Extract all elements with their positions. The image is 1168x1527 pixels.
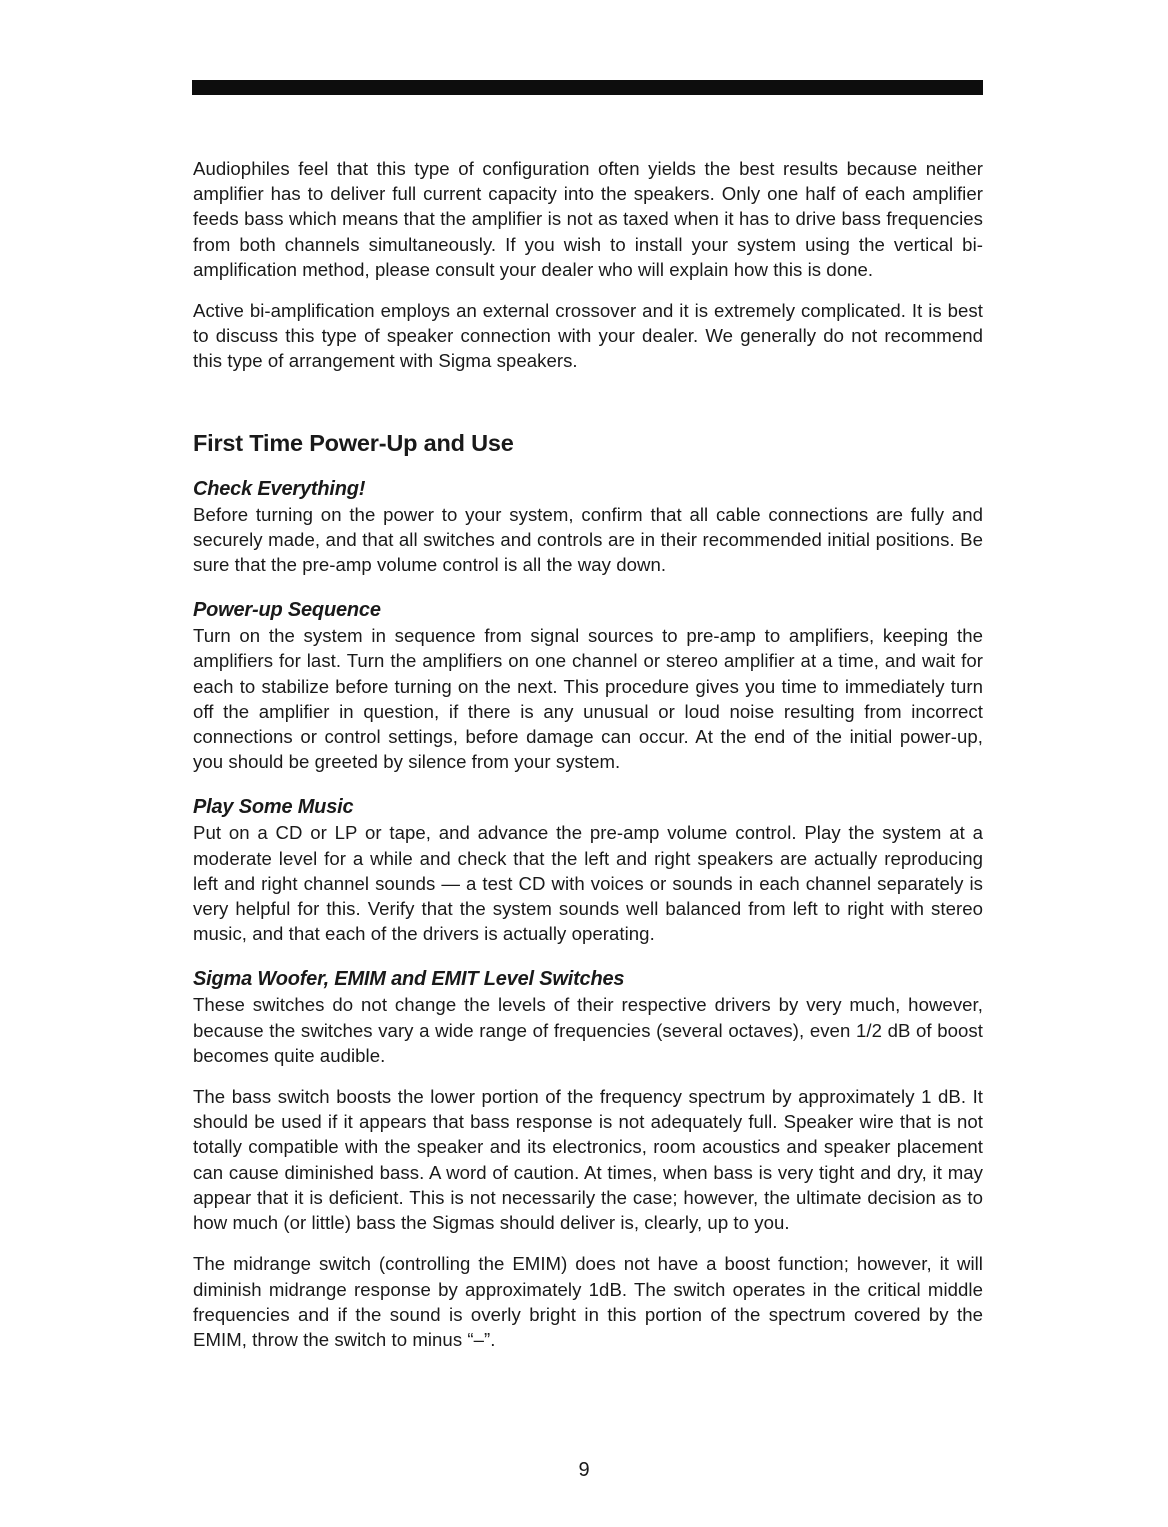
check-everything-paragraph: Before turning on the power to your system, confirm that all cable connections are fully and securely made, and that all switches and controls are in their recommended initial positions. Be sure that the pre-amp volume control is all the way down. [193,503,983,576]
page-number: 9 [578,1459,590,1481]
subsection-title-check-everything: Check Everything! [193,477,366,500]
play-some-music-paragraph: Put on a CD or LP or tape, and advance the pre-amp volume control. Play the system at a moderate level for a while and check that the left and right speakers are actually reproducing left and right channel sounds — a test CD with voices or sounds in each channel separately is very helpful for this. Verify that the system sounds well balanced from left to right with stereo music, and that each of the drivers is actually operating. [193,822,983,945]
header-rule [192,80,983,95]
level-switches-paragraph-1: These switches do not change the levels of their respective drivers by very much, however, because the switches vary a wide range of frequencies (several octaves), even 1/2 dB of boost becomes quite audible. [193,994,983,1066]
power-up-sequence-paragraph: Turn on the system in sequence from signal sources to pre-amp to amplifiers, keeping the amplifiers for last. Turn the amplifiers on one channel or stereo amplifier at a time, and wait for each to stabilize before turning on the next. This procedure gives you time to immediately turn off the amplifier in question, if there is any unusual or loud noise resulting from incorrect connections or control settings, before damage can occur. At the end of the initial power-up, you should be greeted by silence from your system. [193,625,983,773]
level-switches-paragraph-2: The bass switch boosts the lower portion of the frequency spectrum by approximately 1 dB. It should be used if it appears that bass response is not adequately full. Speaker wire that is not totally compatible with the speaker and its electronics, room acoustics and speaker placement can cause diminished bass. A word of caution. At times, when bass is very tight and dry, it may appear that it is deficient. This is not necessarily the case; however, the ultimate decision as to how much (or little) bass the Sigmas should deliver is, clearly, up to you. [193,1086,983,1234]
level-switches-paragraph-3: The midrange switch (controlling the EMIM) does not have a boost function; however, it will diminish midrange response by approximately 1dB. The switch operates in the critical middle frequencies and if the sound is overly bright in this portion of the spectrum covered by the EMIM, throw the switch to minus “–”. [193,1253,983,1350]
intro-paragraph-2: Active bi-amplification employs an external crossover and it is extremely complicated. It is best to discuss this type of speaker connection with your dealer. We generally do not recommend this type of arrangement with Sigma speakers. [193,300,983,372]
subsection-title-power-up-sequence: Power-up Sequence [193,599,381,622]
subsection-title-level-switches: Sigma Woofer, EMIM and EMIT Level Switches [193,968,625,991]
section-title: First Time Power-Up and Use [193,429,514,456]
subsection-title-play-some-music: Play Some Music [193,796,354,819]
intro-paragraph-1: Audiophiles feel that this type of configuration often yields the best results because neither amplifier has to deliver full current capacity into the speakers. Only one half of each amplifier feeds bass which means that the amplifier is not as taxed when it has to drive bass frequencies from both channels simultaneously. If you wish to install your system using the vertical bi-amplification method, please consult your dealer who will explain how this is done. [193,158,983,280]
page-content [193,156,983,1352]
